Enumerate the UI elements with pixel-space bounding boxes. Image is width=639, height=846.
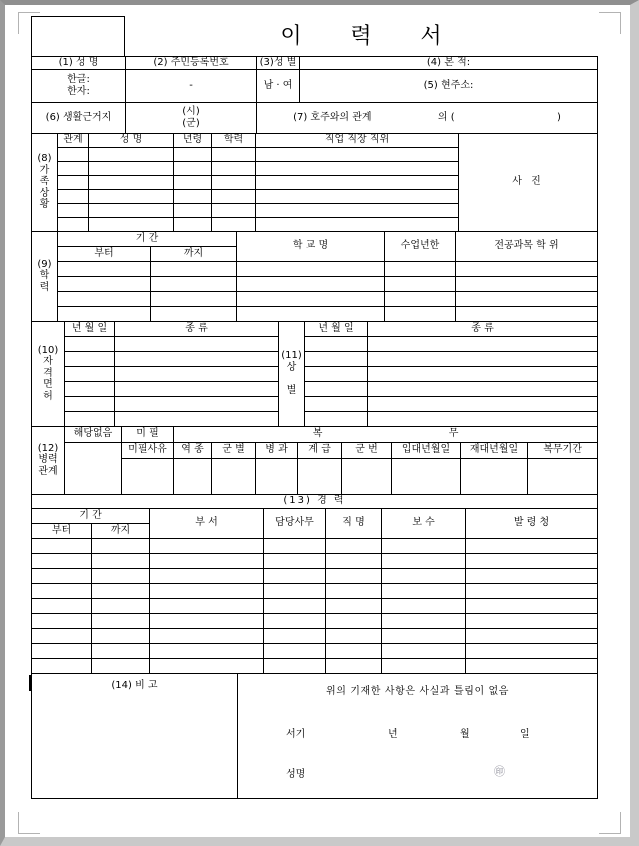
- education-row: [32, 261, 598, 276]
- family-col-name: 성 명: [89, 133, 174, 147]
- date-month-label[interactable]: 월: [460, 728, 470, 740]
- license-col-type: 종 류: [115, 321, 279, 336]
- license-award-row: [32, 366, 598, 381]
- career-cell-duty[interactable]: [264, 598, 326, 613]
- award-cell-type[interactable]: [368, 396, 598, 411]
- resident-number-field[interactable]: -: [126, 69, 257, 102]
- military-header-row: [32, 426, 598, 442]
- license-side-label-3: 면: [43, 379, 53, 391]
- career-cell-from[interactable]: [32, 568, 92, 583]
- remarks-row: [32, 673, 598, 798]
- military-unfulfilled-label: 미 필: [122, 426, 174, 442]
- license-cell-date[interactable]: [65, 366, 115, 381]
- education-col-years: 수업년한: [385, 231, 456, 261]
- military-col-branch: 군 별: [212, 442, 256, 458]
- family-cell-name[interactable]: [89, 217, 174, 231]
- family-cell-occupation[interactable]: [256, 175, 459, 189]
- family-cell-name[interactable]: [89, 161, 174, 175]
- education-cell-major[interactable]: [456, 306, 598, 321]
- award-col-type: 종 류: [368, 321, 598, 336]
- career-cell-issuer[interactable]: [466, 658, 598, 673]
- family-cell-education[interactable]: [212, 175, 256, 189]
- career-cell-to[interactable]: [92, 538, 150, 553]
- award-side-label-2: 별: [286, 385, 297, 397]
- award-cell-type[interactable]: [368, 351, 598, 366]
- career-period-label: 기 간: [32, 508, 150, 523]
- family-side-label-4: 황: [39, 199, 50, 211]
- family-cell-age[interactable]: [174, 217, 212, 231]
- military-side-label-1: 병력: [38, 454, 58, 466]
- remarks-table: [31, 673, 598, 799]
- military-table: [31, 426, 598, 495]
- career-cell-issuer[interactable]: [466, 628, 598, 643]
- education-cell-school[interactable]: [237, 291, 385, 306]
- education-header-row: [32, 231, 598, 246]
- award-cell-type[interactable]: [368, 411, 598, 426]
- education-cell-to[interactable]: [151, 306, 237, 321]
- family-side-label-0: (8): [37, 153, 52, 165]
- military-col-discharge-date: 재대년월일: [461, 442, 528, 458]
- license-side-label-4: 허: [43, 390, 53, 402]
- name-hanja-label: 한자:: [67, 85, 90, 97]
- career-cell-to[interactable]: [92, 613, 150, 628]
- education-cell-years[interactable]: [385, 291, 456, 306]
- date-prefix: 서기: [286, 728, 306, 740]
- career-cell-to[interactable]: [92, 583, 150, 598]
- career-table: [31, 494, 598, 674]
- household-relation-close: ): [557, 111, 561, 123]
- education-cell-school[interactable]: [237, 261, 385, 276]
- award-cell-date[interactable]: [305, 366, 368, 381]
- family-cell-occupation[interactable]: [256, 147, 459, 161]
- family-cell-name[interactable]: [89, 175, 174, 189]
- crop-mark-top-right: [599, 12, 621, 34]
- education-period-to: 까지: [151, 246, 237, 261]
- education-side-label-2: 력: [39, 281, 50, 293]
- household-label: (7) 호주와의 관계: [293, 111, 372, 123]
- career-col-duty: 담당사무: [264, 508, 326, 538]
- family-cell-occupation[interactable]: [256, 161, 459, 175]
- career-cell-from[interactable]: [32, 628, 92, 643]
- resume-form: [31, 16, 597, 799]
- license-award-table: [31, 321, 598, 427]
- family-col-education: 학력: [212, 133, 256, 147]
- military-cell-branch[interactable]: [212, 458, 256, 494]
- family-cell-education[interactable]: [212, 217, 256, 231]
- military-not-applicable-cell[interactable]: [65, 442, 122, 494]
- education-row: [32, 276, 598, 291]
- family-cell-education[interactable]: [212, 189, 256, 203]
- license-col-date: 년 월 일: [65, 321, 115, 336]
- career-cell-issuer[interactable]: [466, 583, 598, 598]
- education-cell-school[interactable]: [237, 276, 385, 291]
- military-cell-specialty[interactable]: [256, 458, 298, 494]
- career-cell-issuer[interactable]: [466, 613, 598, 628]
- family-cell-name[interactable]: [89, 203, 174, 217]
- license-cell-date[interactable]: [65, 351, 115, 366]
- career-row: [32, 598, 598, 613]
- residence-row: [32, 102, 598, 133]
- education-side-label-1: 학: [39, 270, 50, 282]
- career-cell-duty[interactable]: [264, 583, 326, 598]
- career-cell-from[interactable]: [32, 643, 92, 658]
- education-cell-from[interactable]: [58, 306, 151, 321]
- license-cell-type[interactable]: [115, 366, 279, 381]
- career-cell-duty[interactable]: [264, 538, 326, 553]
- gender-options[interactable]: 남 · 여: [257, 69, 300, 102]
- military-not-applicable-label: 해당없음: [65, 426, 122, 442]
- education-cell-from[interactable]: [58, 276, 151, 291]
- education-cell-school[interactable]: [237, 306, 385, 321]
- career-cell-from[interactable]: [32, 598, 92, 613]
- military-served-bok: 복: [312, 428, 323, 440]
- career-cell-from[interactable]: [32, 538, 92, 553]
- residence-si-label: (시): [182, 106, 200, 117]
- career-row: [32, 643, 598, 658]
- career-col-department: 부 서: [150, 508, 264, 538]
- personal-info-table: [31, 56, 598, 134]
- household-relation-open: 의 (: [437, 111, 455, 123]
- career-cell-to[interactable]: [92, 643, 150, 658]
- personal-value-row: [32, 69, 598, 102]
- education-table: [31, 231, 598, 322]
- family-cell-age[interactable]: [174, 161, 212, 175]
- license-cell-date[interactable]: [65, 396, 115, 411]
- education-cell-years[interactable]: [385, 306, 456, 321]
- military-col-service-type: 역 종: [174, 442, 212, 458]
- license-cell-date[interactable]: [65, 336, 115, 351]
- career-cell-from[interactable]: [32, 658, 92, 673]
- education-cell-major[interactable]: [456, 261, 598, 276]
- career-cell-pay[interactable]: [382, 598, 466, 613]
- date-day-label[interactable]: 일: [520, 728, 530, 740]
- truth-statement: 위의 기재한 사항은 사실과 틀림이 없음: [325, 685, 510, 697]
- career-cell-to[interactable]: [92, 598, 150, 613]
- award-cell-type[interactable]: [368, 381, 598, 396]
- family-cell-age[interactable]: [174, 147, 212, 161]
- award-col-date: 년 월 일: [305, 321, 368, 336]
- education-cell-to[interactable]: [151, 261, 237, 276]
- seal-icon: ㊞: [494, 764, 505, 778]
- crop-mark-bottom-left: [18, 812, 40, 834]
- education-side-label: [32, 231, 58, 321]
- license-award-row: [32, 381, 598, 396]
- crop-mark-bottom-right: [599, 812, 621, 834]
- career-cell-department[interactable]: [150, 628, 264, 643]
- license-side-label-2: 격: [43, 367, 53, 379]
- career-row: [32, 538, 598, 553]
- household-relation-cell[interactable]: [257, 102, 598, 133]
- career-cell-department[interactable]: [150, 613, 264, 628]
- family-table: [31, 133, 598, 232]
- career-cell-position[interactable]: [326, 658, 382, 673]
- career-cell-pay[interactable]: [382, 613, 466, 628]
- career-row: [32, 553, 598, 568]
- license-award-row: [32, 336, 598, 351]
- military-col-reason: 미필사유: [122, 442, 174, 458]
- military-side-label-2: 관계: [38, 465, 58, 477]
- military-cell-enlist-date[interactable]: [392, 458, 461, 494]
- family-cell-relation[interactable]: [58, 217, 89, 231]
- career-row: [32, 613, 598, 628]
- family-cell-relation[interactable]: [58, 147, 89, 161]
- career-cell-department[interactable]: [150, 643, 264, 658]
- title-left-box: [31, 16, 125, 56]
- license-cell-date[interactable]: [65, 411, 115, 426]
- career-cell-department[interactable]: [150, 583, 264, 598]
- career-cell-issuer[interactable]: [466, 538, 598, 553]
- license-cell-type[interactable]: [115, 411, 279, 426]
- personal-header-row: [32, 57, 598, 70]
- career-period-from: 부터: [32, 523, 92, 538]
- education-row: [32, 306, 598, 321]
- career-cell-department[interactable]: [150, 658, 264, 673]
- document-title: 이 력 서: [280, 23, 463, 49]
- military-cell-service-type[interactable]: [174, 458, 212, 494]
- career-cell-department[interactable]: [150, 568, 264, 583]
- family-col-age: 년령: [174, 133, 212, 147]
- license-cell-type[interactable]: [115, 381, 279, 396]
- career-cell-issuer[interactable]: [466, 553, 598, 568]
- military-col-enlist-date: 입대년월일: [392, 442, 461, 458]
- family-cell-relation[interactable]: [58, 161, 89, 175]
- license-award-row: [32, 351, 598, 366]
- career-cell-position[interactable]: [326, 613, 382, 628]
- career-header-row: [32, 508, 598, 523]
- family-col-relation: 관계: [58, 133, 89, 147]
- award-cell-date[interactable]: [305, 336, 368, 351]
- military-cell-discharge-date[interactable]: [461, 458, 528, 494]
- military-side-label-0: (12): [37, 442, 59, 454]
- date-year-label[interactable]: 년: [388, 728, 398, 740]
- education-cell-from[interactable]: [58, 291, 151, 306]
- award-cell-type[interactable]: [368, 336, 598, 351]
- career-cell-position[interactable]: [326, 568, 382, 583]
- family-cell-occupation[interactable]: [256, 203, 459, 217]
- career-cell-from[interactable]: [32, 613, 92, 628]
- career-cell-to[interactable]: [92, 628, 150, 643]
- family-cell-age[interactable]: [174, 189, 212, 203]
- family-cell-name[interactable]: [89, 147, 174, 161]
- family-col-occupation: 직업 직장 직위: [256, 133, 459, 147]
- license-side-label-0: (10): [37, 344, 59, 356]
- career-cell-position[interactable]: [326, 583, 382, 598]
- education-cell-to[interactable]: [151, 291, 237, 306]
- career-cell-pay[interactable]: [382, 643, 466, 658]
- address-label: (5) 현주소:: [300, 69, 598, 102]
- career-title: (13) 경 력: [32, 494, 598, 508]
- award-cell-date[interactable]: [305, 381, 368, 396]
- family-cell-education[interactable]: [212, 147, 256, 161]
- resident-number-label: (2) 주민등록번호: [126, 57, 257, 70]
- education-row: [32, 291, 598, 306]
- award-cell-type[interactable]: [368, 366, 598, 381]
- career-cell-duty[interactable]: [264, 658, 326, 673]
- career-title-row: [32, 494, 598, 508]
- career-cell-position[interactable]: [326, 643, 382, 658]
- origin-label: (4) 본 적:: [300, 57, 598, 70]
- career-col-issuer: 발 령 청: [466, 508, 598, 538]
- military-cell-rank[interactable]: [298, 458, 342, 494]
- education-side-label-0: (9): [37, 258, 52, 270]
- award-cell-date[interactable]: [305, 351, 368, 366]
- license-award-row: [32, 411, 598, 426]
- education-cell-major[interactable]: [456, 291, 598, 306]
- license-side-label-1: 자: [43, 356, 53, 368]
- family-header-row: [32, 133, 598, 147]
- career-cell-pay[interactable]: [382, 628, 466, 643]
- career-cell-duty[interactable]: [264, 628, 326, 643]
- education-cell-major[interactable]: [456, 276, 598, 291]
- career-cell-pay[interactable]: [382, 583, 466, 598]
- career-cell-pay[interactable]: [382, 658, 466, 673]
- education-cell-from[interactable]: [58, 261, 151, 276]
- license-side-label: [32, 321, 65, 426]
- career-cell-duty[interactable]: [264, 643, 326, 658]
- career-row: [32, 658, 598, 673]
- family-cell-relation[interactable]: [58, 189, 89, 203]
- name-hangul-label: 한글:: [67, 74, 90, 85]
- military-col-rank: 계 급: [298, 442, 342, 458]
- career-row: [32, 568, 598, 583]
- remarks-label[interactable]: (14) 비 고: [32, 673, 238, 798]
- career-cell-issuer[interactable]: [466, 568, 598, 583]
- military-cell-service-period[interactable]: [528, 458, 598, 494]
- family-cell-relation[interactable]: [58, 203, 89, 217]
- education-period-from: 부터: [58, 246, 151, 261]
- education-cell-to[interactable]: [151, 276, 237, 291]
- family-side-label-3: 상: [39, 187, 50, 199]
- military-col-specialty: 병 과: [256, 442, 298, 458]
- family-cell-age[interactable]: [174, 175, 212, 189]
- military-subheader-row: [32, 442, 598, 458]
- career-cell-pay[interactable]: [382, 538, 466, 553]
- military-side-label: [32, 426, 65, 494]
- career-col-position: 직 명: [326, 508, 382, 538]
- career-cell-pay[interactable]: [382, 553, 466, 568]
- career-cell-from[interactable]: [32, 553, 92, 568]
- title-row: [31, 16, 597, 56]
- award-side-label-0: (11): [281, 350, 302, 362]
- award-cell-date[interactable]: [305, 396, 368, 411]
- career-cell-department[interactable]: [150, 538, 264, 553]
- career-cell-position[interactable]: [326, 598, 382, 613]
- family-side-label-1: 가: [39, 164, 50, 176]
- family-cell-occupation[interactable]: [256, 189, 459, 203]
- career-cell-department[interactable]: [150, 553, 264, 568]
- family-cell-education[interactable]: [212, 161, 256, 175]
- military-col-service-number: 군 번: [342, 442, 392, 458]
- family-side-label-2: 족: [39, 176, 50, 188]
- family-cell-education[interactable]: [212, 203, 256, 217]
- photo-cell[interactable]: 사 진: [459, 133, 598, 231]
- education-cell-years[interactable]: [385, 276, 456, 291]
- residence-label: (6) 생활근거지: [32, 102, 126, 133]
- family-cell-name[interactable]: [89, 189, 174, 203]
- education-col-school: 학 교 명: [237, 231, 385, 261]
- military-served-mu: 무: [448, 428, 459, 440]
- career-cell-to[interactable]: [92, 658, 150, 673]
- license-cell-type[interactable]: [115, 396, 279, 411]
- residence-gun-label: (군): [182, 117, 200, 129]
- career-row: [32, 583, 598, 598]
- career-cell-duty[interactable]: [264, 613, 326, 628]
- career-row: [32, 628, 598, 643]
- name-label: (1) 성 명: [32, 57, 126, 70]
- career-cell-issuer[interactable]: [466, 643, 598, 658]
- education-col-major-degree: 전공과목 학 위: [456, 231, 598, 261]
- military-cell-service-number[interactable]: [342, 458, 392, 494]
- career-col-pay: 보 수: [382, 508, 466, 538]
- military-col-service-period: 복무기간: [528, 442, 598, 458]
- career-cell-position[interactable]: [326, 628, 382, 643]
- license-cell-type[interactable]: [115, 351, 279, 366]
- signature-label[interactable]: 성명: [286, 768, 306, 780]
- career-period-to: 까지: [92, 523, 150, 538]
- family-cell-age[interactable]: [174, 203, 212, 217]
- career-cell-from[interactable]: [32, 583, 92, 598]
- military-served-label: [174, 426, 598, 442]
- license-cell-type[interactable]: [115, 336, 279, 351]
- career-cell-position[interactable]: [326, 538, 382, 553]
- gender-label: (3)성 별: [257, 57, 300, 70]
- education-period-label: 기 간: [58, 231, 237, 246]
- award-cell-date[interactable]: [305, 411, 368, 426]
- left-edge-tick: [29, 675, 31, 691]
- education-cell-years[interactable]: [385, 261, 456, 276]
- signature-area: [238, 673, 598, 798]
- career-cell-issuer[interactable]: [466, 598, 598, 613]
- name-hangul-hanja-cell[interactable]: [32, 69, 126, 102]
- career-cell-department[interactable]: [150, 598, 264, 613]
- award-side-label: [279, 321, 305, 426]
- career-cell-pay[interactable]: [382, 568, 466, 583]
- career-cell-duty[interactable]: [264, 568, 326, 583]
- license-cell-date[interactable]: [65, 381, 115, 396]
- career-cell-to[interactable]: [92, 568, 150, 583]
- residence-field[interactable]: [126, 102, 257, 133]
- license-award-header-row: [32, 321, 598, 336]
- license-award-row: [32, 396, 598, 411]
- family-cell-occupation[interactable]: [256, 217, 459, 231]
- family-cell-relation[interactable]: [58, 175, 89, 189]
- award-side-label-1: 상: [286, 361, 297, 373]
- career-cell-duty[interactable]: [264, 553, 326, 568]
- military-cell-reason[interactable]: [122, 458, 174, 494]
- career-cell-position[interactable]: [326, 553, 382, 568]
- career-cell-to[interactable]: [92, 553, 150, 568]
- family-side-label: [32, 133, 58, 231]
